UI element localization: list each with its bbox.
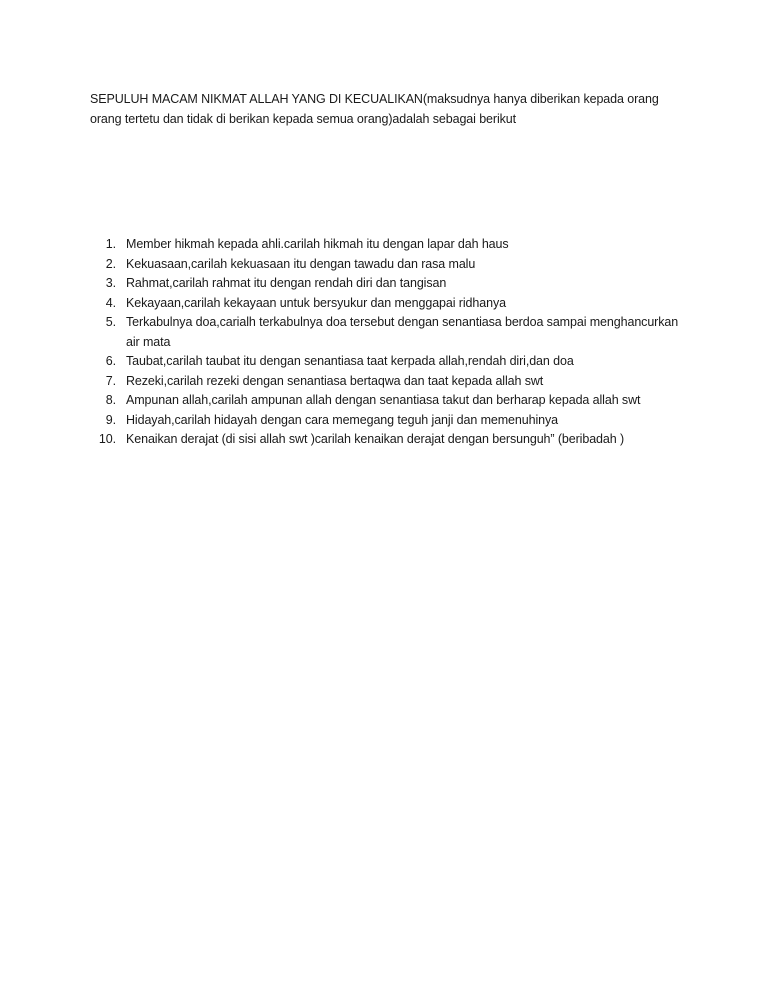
item-number: 5. — [105, 315, 116, 329]
list-item — [90, 274, 690, 294]
list-item — [90, 411, 690, 431]
list-item — [90, 255, 690, 275]
list-item — [90, 372, 690, 392]
intro-paragraph: SEPULUH MACAM NIKMAT ALLAH YANG DI KECUALIKAN(maksudnya hanya diberikan kepada orang orang tertetu dan tidak di berikan kepada semua orang)adalah sebagai berikut — [90, 92, 659, 126]
list-item — [90, 430, 690, 450]
item-text: Kekayaan,carilah kekayaan untuk bersyukur dan menggapai ridhanya — [126, 295, 506, 310]
list-item — [90, 313, 690, 352]
numbered-list — [90, 235, 690, 450]
item-text: Taubat,carilah taubat itu dengan senantiasa taat kerpada allah,rendah diri,dan doa — [126, 354, 574, 368]
item-text: Kenaikan derajat (di sisi allah swt )carilah kenaikan derajat dengan bersunguh” (beribadah ) — [126, 432, 625, 446]
list-item — [90, 391, 690, 411]
item-text: Hidayah,carilah hidayah dengan cara memegang teguh janji dan memenuhinya — [126, 412, 558, 427]
item-number: 9. — [105, 412, 116, 427]
list-item — [90, 235, 690, 255]
item-text: Rezeki,carilah rezeki dengan senantiasa bertaqwa dan taat kepada allah swt — [126, 373, 544, 388]
list-item — [90, 352, 690, 372]
item-text: Terkabulnya doa,carialh terkabulnya doa tersebut dengan senantiasa berdoa sampai menghancurkan air mata — [126, 315, 679, 349]
item-number: 7. — [105, 373, 116, 388]
item-text: Kekuasaan,carilah kekuasaan itu dengan tawadu dan rasa malu — [126, 256, 476, 271]
item-text: Ampunan allah,carilah ampunan allah dengan senantiasa takut dan berharap kepada allah swt — [126, 393, 641, 407]
item-number: 6. — [105, 354, 116, 368]
item-text: Member hikmah kepada ahli.carilah hikmah itu dengan lapar dah haus — [126, 237, 509, 251]
item-number: 2. — [105, 256, 116, 271]
item-number: 10. — [98, 432, 116, 446]
item-number: 8. — [105, 393, 116, 407]
item-number: 1. — [105, 237, 116, 251]
item-number: 4. — [105, 295, 116, 310]
list-item — [90, 294, 690, 314]
item-text: Rahmat,carilah rahmat itu dengan rendah diri dan tangisan — [126, 276, 447, 290]
item-number: 3. — [105, 276, 116, 290]
